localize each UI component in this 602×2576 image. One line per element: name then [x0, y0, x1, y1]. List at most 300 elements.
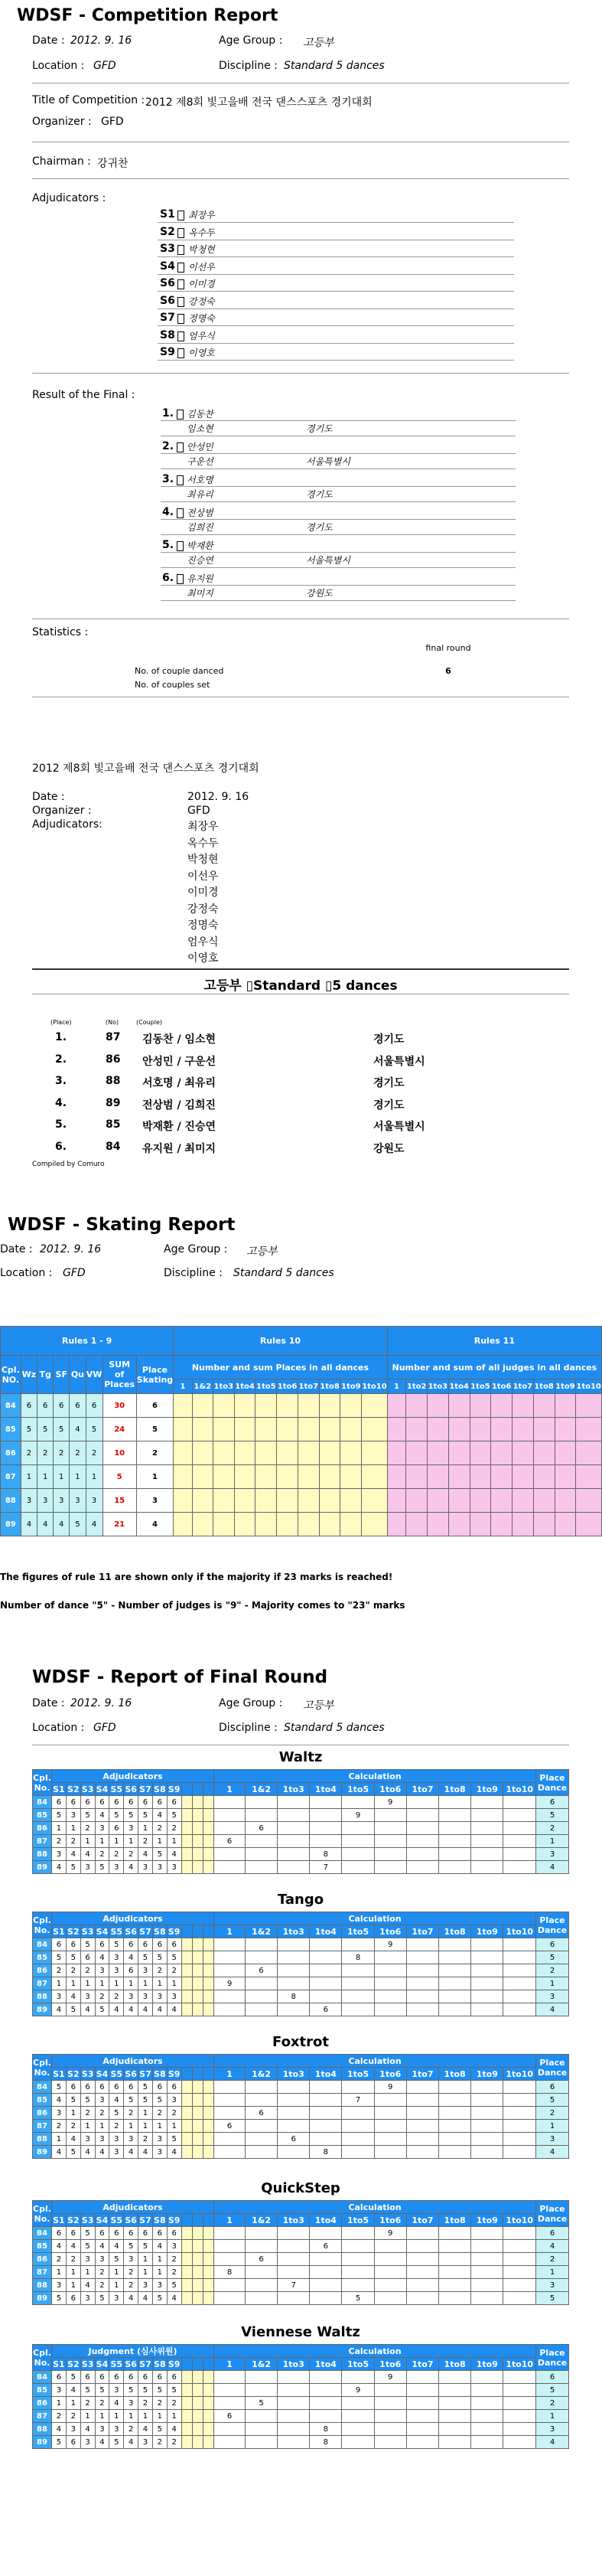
judge-mark: 4	[66, 2240, 80, 2253]
judge-mark: 6	[95, 1938, 109, 1951]
empty-judge-cell	[203, 1848, 213, 1861]
judge-mark: 3	[95, 1964, 109, 1977]
rule-10-cell	[319, 1489, 340, 1513]
judge-mark: 1	[51, 2266, 66, 2279]
rule-11-cell	[470, 1418, 491, 1441]
judge-mark: 1	[152, 2410, 167, 2423]
calc-cell	[310, 2266, 342, 2279]
empty-judge-cell	[203, 1835, 213, 1848]
result-underline	[161, 600, 516, 601]
calc-col-header: 1to6	[374, 1783, 406, 1796]
calc-cell	[471, 2423, 503, 2436]
cpl-no-header: Cpl. No.	[33, 1770, 52, 1796]
judge-mark: 1	[124, 2410, 138, 2423]
judge-mark: 3	[167, 2094, 181, 2107]
calc-cell	[310, 1990, 342, 2003]
calc-cell	[471, 1809, 503, 1822]
judge-mark: 5	[66, 2371, 80, 2384]
judge-mark: 2	[167, 2107, 181, 2120]
empty-judge-cell	[192, 2292, 203, 2305]
judge-mark: 6	[51, 1938, 66, 1951]
calc-cell	[503, 2436, 536, 2449]
rule-10-cell	[174, 1418, 193, 1441]
empty-judge-cell	[192, 1938, 203, 1951]
summary-no: 85	[106, 1118, 121, 1131]
judge-mark: 2	[80, 2107, 95, 2120]
calc-col-header: 1	[214, 2068, 246, 2081]
judge-mark: 1	[66, 2107, 80, 2120]
result-underline	[161, 567, 516, 568]
empty-judge-cell	[203, 2292, 213, 2305]
judge-mark: 5	[138, 1951, 153, 1964]
rule-11-col: 1to4	[448, 1379, 470, 1394]
cpl-number: 84	[33, 2227, 52, 2240]
judge-mark: 5	[124, 1809, 138, 1822]
judge-mark: 3	[66, 1809, 80, 1822]
summary-adjudicator: 이선우	[187, 870, 219, 883]
rule-11-cell	[555, 1465, 576, 1489]
calc-cell	[406, 1796, 438, 1809]
summary-place: 2.	[55, 1053, 67, 1066]
judge-mark: 1	[80, 1835, 95, 1848]
rule-10-cell	[362, 1513, 388, 1536]
calc-cell	[342, 2133, 374, 2146]
calc-cell	[406, 2397, 438, 2410]
calc-cell	[503, 2120, 536, 2133]
calc-col-header: 1to8	[439, 1925, 471, 1938]
judge-mark: 5	[109, 2436, 124, 2449]
dance-row	[33, 2133, 569, 2146]
judge-mark: 4	[167, 2423, 181, 2436]
calc-cell	[246, 2081, 278, 2094]
judge-col-header: S8	[154, 2215, 166, 2225]
calc-cell: 6	[310, 2240, 342, 2253]
adjudicator-name: 강정숙	[188, 295, 215, 307]
fr-age-value: 고등부	[303, 1699, 334, 1712]
empty-judge-cell	[181, 1990, 192, 2003]
dance-table	[32, 1912, 569, 2016]
judge-mark: 1	[80, 1977, 95, 1990]
calc-cell	[310, 1964, 342, 1977]
calc-cell	[246, 2133, 278, 2146]
calc-cell	[439, 2384, 471, 2397]
calc-cell	[503, 2253, 536, 2266]
calc-cell	[278, 2371, 310, 2384]
calc-cell	[278, 1796, 310, 1809]
judge-col-header: S8	[154, 1926, 166, 1937]
place-dance: 3	[536, 1848, 569, 1861]
summary-place: 6.	[55, 1140, 67, 1153]
compiled-by: Compiled by Comuro	[32, 1161, 105, 1168]
calc-cell	[246, 2146, 278, 2159]
cpl-number: 85	[33, 2094, 52, 2107]
judge-mark: 1	[138, 1822, 153, 1835]
judge-mark: 1	[66, 1822, 80, 1835]
dance-place: 4	[70, 1418, 86, 1441]
calc-cell	[310, 2107, 342, 2120]
judge-col-header: S2	[67, 1784, 80, 1794]
judge-mark: 3	[109, 2292, 124, 2305]
calc-cell	[374, 2292, 406, 2305]
empty-judge-cell	[181, 2240, 192, 2253]
rule-10-cell	[174, 1465, 193, 1489]
couples-danced-value: 6	[445, 666, 451, 676]
judge-mark: 4	[109, 2094, 124, 2107]
result-underline	[161, 519, 516, 520]
calc-cell	[471, 1861, 503, 1874]
judge-mark: 6	[80, 2081, 95, 2094]
calc-cell	[439, 1809, 471, 1822]
calc-cell: 8	[310, 2423, 342, 2436]
empty-judge-cell	[181, 2410, 192, 2423]
calc-col-header: 1	[214, 1925, 246, 1938]
empty-judge-cell	[192, 1796, 203, 1809]
rule-10-cell	[340, 1489, 362, 1513]
judge-mark: 2	[138, 1835, 153, 1848]
calc-cell	[439, 2397, 471, 2410]
rule-10-cell	[255, 1513, 277, 1536]
judge-mark: 3	[138, 2279, 153, 2292]
calc-cell	[503, 1938, 536, 1951]
empty-judge-cell	[203, 1809, 213, 1822]
judge-mark: 4	[80, 2423, 95, 2436]
calc-cell	[471, 2107, 503, 2120]
judge-mark: 4	[109, 2003, 124, 2016]
summary-heading: 고등부 ▯Standard ▯5 dances	[203, 978, 398, 994]
rule-11-cell	[470, 1394, 491, 1418]
judge-mark: 5	[80, 1938, 95, 1951]
cpl-number: 86	[33, 2107, 52, 2120]
calc-cell	[471, 2003, 503, 2016]
place-dance: 1	[536, 2120, 569, 2133]
rule-11-cell	[555, 1394, 576, 1418]
rule-10-cell	[340, 1465, 362, 1489]
calc-cell	[374, 2094, 406, 2107]
dance-place: 6	[37, 1394, 54, 1418]
dance-place: 3	[54, 1489, 70, 1513]
rule-11-cell	[491, 1465, 513, 1489]
empty-judge-cell	[181, 1822, 192, 1835]
empty-judge-cell	[192, 2003, 203, 2016]
rule-11-cell	[428, 1394, 449, 1418]
rule-10-cell	[255, 1441, 277, 1465]
judge-mark: 1	[152, 2120, 167, 2133]
rule-10-cell	[213, 1465, 234, 1489]
calc-cell	[342, 2436, 374, 2449]
judge-mark: 2	[167, 2253, 181, 2266]
judge-mark: 1	[66, 2266, 80, 2279]
judge-mark: 6	[124, 1938, 138, 1951]
dance-col-header: SF	[54, 1356, 70, 1394]
empty-judge-cell	[181, 2107, 192, 2120]
empty-judge-cell	[192, 2107, 203, 2120]
judge-mark: 3	[95, 2133, 109, 2146]
calc-cell	[310, 2227, 342, 2240]
judge-mark: 1	[124, 1977, 138, 1990]
calc-cell	[406, 2371, 438, 2384]
place-skating-header: Place Skating	[136, 1356, 173, 1394]
rule-10-cell	[192, 1465, 213, 1489]
dance-place: 3	[21, 1489, 37, 1513]
place-dance-header: Place Dance	[536, 2345, 569, 2371]
judge-mark: 1	[51, 1977, 66, 1990]
empty-judge-cell	[192, 1990, 203, 2003]
calc-cell	[503, 2397, 536, 2410]
result-partner-1: 서호명	[187, 475, 213, 485]
rule-10-cell	[298, 1489, 319, 1513]
empty-judge-cell	[203, 1861, 213, 1874]
calc-cell	[471, 1848, 503, 1861]
empty-judge-cell	[203, 2436, 213, 2449]
calc-cell	[246, 1977, 278, 1990]
empty-judge-cell	[203, 1822, 213, 1835]
calc-cell	[471, 2266, 503, 2279]
calc-cell	[246, 2003, 278, 2016]
sk-discipline-value: Standard 5 dances	[233, 1267, 334, 1279]
calc-cell	[406, 2133, 438, 2146]
place-dance: 4	[536, 2003, 569, 2016]
rule-11-cell	[533, 1418, 555, 1441]
place-skating: 6	[136, 1394, 173, 1418]
dance-header-row-1	[33, 2055, 569, 2068]
judge-col-header: S6	[125, 2215, 137, 2225]
judge-mark: 4	[80, 2146, 95, 2159]
judge-mark: 3	[51, 2279, 66, 2292]
dance-row	[33, 1861, 569, 1874]
judge-mark: 3	[152, 1990, 167, 2003]
calc-cell	[310, 2133, 342, 2146]
date-label: Date :	[32, 34, 65, 47]
rule-11-col: 1to10	[576, 1379, 602, 1394]
judge-mark: 2	[51, 2410, 66, 2423]
rule-10-cell	[255, 1489, 277, 1513]
calc-cell	[439, 2133, 471, 2146]
calc-cell	[503, 2146, 536, 2159]
place-dance: 3	[536, 2279, 569, 2292]
summary-adjudicator: 옥수두	[187, 837, 219, 850]
calc-col-header: 1to4	[310, 2214, 342, 2227]
cpl-no-header: Cpl. No.	[33, 1912, 52, 1938]
calc-cell	[214, 2423, 246, 2436]
judge-mark: 4	[95, 2146, 109, 2159]
cpl-number: 86	[33, 2397, 52, 2410]
judge-mark: 1	[124, 2120, 138, 2133]
judge-mark: 2	[109, 1990, 124, 2003]
judge-mark: 1	[109, 1977, 124, 1990]
dance-place: 3	[37, 1489, 54, 1513]
judge-mark: 3	[124, 2397, 138, 2410]
adjudicators-header: Judgment (심사위원)	[51, 2345, 213, 2358]
judge-mark: 3	[51, 1848, 66, 1861]
judge-mark: 5	[167, 2384, 181, 2397]
judge-mark: 2	[124, 2279, 138, 2292]
calc-cell	[342, 1964, 374, 1977]
calc-col-header: 1&2	[246, 1783, 278, 1796]
calc-cell	[310, 1938, 342, 1951]
judge-col-header: S1	[53, 2215, 65, 2225]
judge-mark: 2	[80, 2397, 95, 2410]
empty-judge-cell	[181, 2120, 192, 2133]
judge-col-header	[192, 1925, 203, 1938]
calc-cell	[471, 1835, 503, 1848]
judge-mark: 5	[152, 2292, 167, 2305]
calc-col-header: 1to3	[278, 1925, 310, 1938]
judge-mark: 1	[124, 1835, 138, 1848]
calc-col-header: 1	[214, 2214, 246, 2227]
adjudicator-box-icon	[177, 211, 184, 220]
rule-11-cell	[513, 1489, 534, 1513]
judge-mark: 2	[152, 2107, 167, 2120]
calc-col-header: 1to8	[439, 2068, 471, 2081]
calc-cell	[310, 2081, 342, 2094]
calc-col-header: 1	[214, 2358, 246, 2371]
judge-mark: 4	[167, 2003, 181, 2016]
place-dance: 5	[536, 2094, 569, 2107]
judge-col-header: S9	[168, 2068, 181, 2079]
calc-cell: 6	[278, 2133, 310, 2146]
place-dance-header: Place Dance	[536, 1770, 569, 1796]
calc-cell	[278, 2003, 310, 2016]
dance-row	[33, 2410, 569, 2423]
competition-title-label: Title of Competition :	[32, 94, 145, 106]
judge-col-header	[192, 2358, 203, 2371]
skating-table	[0, 1326, 602, 1536]
judge-mark: 4	[124, 1951, 138, 1964]
place-skating: 2	[136, 1441, 173, 1465]
judge-mark: 5	[124, 2240, 138, 2253]
judge-mark: 5	[109, 1809, 124, 1822]
judge-mark: 6	[66, 2292, 80, 2305]
summary-adjudicator: 이미경	[187, 886, 219, 899]
judge-mark: 4	[80, 2279, 95, 2292]
judge-mark: 2	[66, 1964, 80, 1977]
judge-mark: 1	[95, 2410, 109, 2423]
adjudicators-header: Adjudicators	[51, 2055, 213, 2068]
empty-judge-cell	[203, 1951, 213, 1964]
judge-mark: 6	[51, 2227, 66, 2240]
empty-judge-cell	[203, 2371, 213, 2384]
calc-cell	[503, 1990, 536, 2003]
cpl-number: 88	[33, 1848, 52, 1861]
calc-cell: 9	[342, 1809, 374, 1822]
judge-mark: 6	[152, 2371, 167, 2384]
calc-col-header: 1&2	[246, 2214, 278, 2227]
calc-cell	[439, 1977, 471, 1990]
adjudicator-box-icon	[177, 331, 184, 341]
judge-mark: 3	[51, 2384, 66, 2397]
calc-cell	[439, 2253, 471, 2266]
rule-10-cell	[277, 1394, 298, 1418]
calc-col-header: 1to8	[439, 2214, 471, 2227]
calc-cell	[246, 2436, 278, 2449]
adjudicator-name: 이미경	[188, 279, 215, 289]
judge-col-header: S6	[125, 1784, 137, 1794]
judge-mark: 1	[152, 2266, 167, 2279]
judge-mark: 3	[80, 2253, 95, 2266]
calc-cell	[471, 2120, 503, 2133]
cpl-number: 89	[1, 1513, 21, 1536]
calc-cell: 9	[342, 2384, 374, 2397]
judge-mark: 1	[138, 2253, 153, 2266]
sk-date-label: Date :	[0, 1243, 33, 1255]
summary-adjudicator: 정명숙	[187, 919, 219, 932]
calc-cell	[310, 2384, 342, 2397]
judge-mark: 6	[66, 2227, 80, 2240]
calc-cell	[406, 2292, 438, 2305]
calc-cell	[439, 2423, 471, 2436]
judge-mark: 5	[80, 2227, 95, 2240]
judge-mark: 6	[124, 1964, 138, 1977]
judge-mark: 3	[95, 1822, 109, 1835]
rule-11-cell	[555, 1513, 576, 1536]
rule-11-cell	[513, 1465, 534, 1489]
empty-judge-cell	[192, 2423, 203, 2436]
dance-header-row-2	[33, 2358, 569, 2371]
rule-10-cell	[298, 1394, 319, 1418]
calc-cell	[246, 2292, 278, 2305]
judge-mark: 3	[80, 2133, 95, 2146]
date-value: 2012. 9. 16	[70, 34, 132, 47]
dance-place: 4	[21, 1513, 37, 1536]
calc-col-header: 1to6	[374, 1925, 406, 1938]
calc-cell	[374, 1809, 406, 1822]
dance-title: QuickStep	[261, 2180, 340, 2196]
calc-cell	[214, 1964, 246, 1977]
judge-mark: 3	[124, 1822, 138, 1835]
dance-col-header: VW	[86, 1356, 103, 1394]
empty-judge-cell	[203, 2081, 213, 2094]
calc-cell	[439, 2120, 471, 2133]
rule-11-col: 1to5	[470, 1379, 491, 1394]
judge-mark: 5	[80, 2094, 95, 2107]
judge-mark: 2	[167, 1822, 181, 1835]
adjudicator-box-icon	[177, 297, 184, 307]
cpl-number: 86	[33, 2253, 52, 2266]
rule-11-cell	[428, 1465, 449, 1489]
judge-col-header: S9	[168, 2359, 181, 2369]
rule-11-cell	[406, 1513, 428, 1536]
calc-cell	[471, 1822, 503, 1835]
judge-mark: 5	[51, 1809, 66, 1822]
judge-mark: 3	[152, 2146, 167, 2159]
rule-11-cell	[576, 1513, 602, 1536]
judge-col-header	[203, 1783, 213, 1796]
empty-judge-cell	[181, 1848, 192, 1861]
judge-col-header: S8	[154, 2068, 166, 2079]
discipline-value: Standard 5 dances	[284, 60, 385, 72]
judge-col-header: S9	[168, 2215, 181, 2225]
final-round-label: final round	[425, 643, 471, 653]
judge-mark: 5	[66, 2146, 80, 2159]
calc-cell	[406, 2279, 438, 2292]
calc-cell	[503, 2240, 536, 2253]
calc-cell	[374, 2436, 406, 2449]
calc-cell	[439, 1822, 471, 1835]
rule-10-cell	[277, 1465, 298, 1489]
result-box-icon	[177, 574, 184, 584]
cpl-no-header: Cpl. No.	[33, 2055, 52, 2081]
empty-judge-cell	[203, 2423, 213, 2436]
calc-cell	[406, 1809, 438, 1822]
summary-no: 88	[106, 1075, 121, 1087]
calc-cell	[310, 2253, 342, 2266]
rule-10-cell	[362, 1489, 388, 1513]
col-no: (No)	[106, 1019, 119, 1026]
judge-col-header: S2	[67, 2215, 80, 2225]
judge-mark: 5	[80, 2240, 95, 2253]
dance-row	[33, 2146, 569, 2159]
calc-cell	[503, 2094, 536, 2107]
